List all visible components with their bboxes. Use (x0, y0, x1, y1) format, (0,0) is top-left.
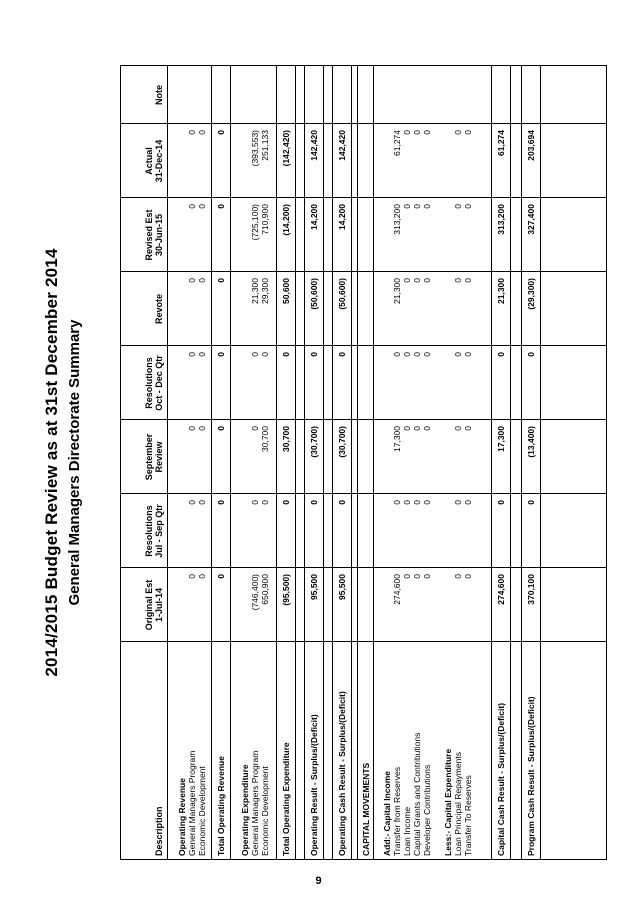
value-cell: 251,133 (260, 130, 270, 161)
row-loan-principal-repayments (453, 66, 463, 859)
total-value-cell: 14,200 (309, 204, 319, 230)
value-cell: 21,300 (250, 278, 260, 304)
row-operating-result (304, 66, 324, 859)
total-label: Operating Cash Result - Surplus/(Deficit) (337, 691, 347, 856)
total-value-cell: 21,300 (496, 278, 506, 304)
total-value-cell: 95,500 (337, 574, 347, 600)
section-divider (373, 66, 374, 859)
value-cell: 0 (187, 500, 197, 505)
row-label: Transfer from Reserves (392, 767, 402, 856)
value-cell: 0 (402, 130, 412, 135)
row-capital-cash-result (491, 66, 511, 859)
total-label: Operating Result - Surplus/(Deficit) (309, 714, 319, 856)
value-cell: 0 (187, 278, 197, 283)
value-cell: 0 (197, 204, 207, 209)
value-cell: 0 (422, 278, 432, 283)
page-title: 2014/2015 Budget Review as at 31st December 2014 (42, 248, 61, 677)
row-capital-grants (412, 66, 422, 859)
value-cell: 0 (402, 204, 412, 209)
total-value-cell: 203,694 (526, 130, 536, 161)
total-value-cell: 142,420 (337, 130, 347, 161)
value-cell: 0 (463, 204, 473, 209)
value-cell: 0 (463, 352, 473, 357)
value-cell: 0 (453, 574, 463, 579)
col-header-resolutions-oct-dec: Resolutions Oct - Dec Qtr (144, 355, 164, 411)
value-cell: 650,900 (260, 574, 270, 605)
value-cell: 0 (187, 574, 197, 579)
row-transfer-to-reserves (463, 66, 473, 859)
row-label: Economic Development (197, 766, 207, 856)
row-operating-cash-result (332, 66, 352, 859)
total-value-cell: 274,600 (496, 574, 506, 605)
total-value-cell: 0 (216, 574, 226, 579)
total-value-cell: 370,100 (526, 574, 536, 605)
section-operating-revenue-label: Operating Revenue (177, 778, 187, 856)
value-cell: 0 (453, 130, 463, 135)
total-value-cell: (142,420) (281, 130, 291, 167)
value-cell: 0 (453, 204, 463, 209)
value-cell: 0 (197, 278, 207, 283)
col-header-resolutions-jul-sep: Resolutions Jul - Sep Qtr (144, 504, 164, 558)
value-cell: 0 (422, 352, 432, 357)
title-block (32, 65, 120, 860)
value-cell: 0 (412, 130, 422, 135)
value-cell: 0 (463, 500, 473, 505)
value-cell: 0 (187, 204, 197, 209)
row-label: General Managers Program (250, 750, 260, 856)
value-cell: 0 (197, 130, 207, 135)
total-value-cell: 327,400 (526, 204, 536, 235)
row-label: Capital Grants and Contributions (412, 732, 422, 856)
total-value-cell: 0 (281, 500, 291, 505)
section-capital-movements (361, 66, 371, 859)
section-capital-income-label: Add:- Capital Income (382, 770, 392, 856)
budget-sheet (32, 65, 607, 860)
row-total-operating-revenue (211, 66, 231, 859)
col-header-revote: Revote (154, 294, 164, 325)
total-value-cell: 0 (216, 426, 226, 431)
total-value-cell: 0 (216, 204, 226, 209)
row-transfer-from-reserves (392, 66, 402, 859)
value-cell: 21,300 (392, 278, 402, 304)
value-cell: 0 (422, 204, 432, 209)
value-cell: 274,600 (392, 574, 402, 605)
total-value-cell: (30,700) (337, 426, 347, 458)
total-value-cell: 313,200 (496, 204, 506, 235)
row-label: General Managers Program (187, 750, 197, 856)
total-value-cell: 17,300 (496, 426, 506, 452)
value-cell: 0 (260, 352, 270, 357)
total-value-cell: (30,700) (309, 426, 319, 458)
value-cell: 0 (260, 500, 270, 505)
section-operating-revenue (177, 66, 187, 859)
section-capital-income (382, 66, 392, 859)
value-cell: 0 (422, 500, 432, 505)
value-cell: 0 (453, 278, 463, 283)
value-cell: 0 (402, 426, 412, 431)
total-value-cell: (29,300) (526, 278, 536, 310)
col-header-revised: Revised Est 30-Jun-15 (144, 209, 164, 261)
total-value-cell: 0 (526, 500, 536, 505)
total-value-cell: 0 (216, 352, 226, 357)
value-cell: 29,300 (260, 278, 270, 304)
total-value-cell: 61,274 (496, 130, 506, 156)
value-cell: 0 (392, 352, 402, 357)
row-operating-expenditure-economic-dev (260, 66, 270, 859)
row-label: Developer Contributions (422, 764, 432, 856)
value-cell: 710,900 (260, 204, 270, 235)
total-value-cell: 0 (216, 500, 226, 505)
total-value-cell: 0 (281, 352, 291, 357)
total-value-cell: 50,600 (281, 278, 291, 304)
value-cell: 0 (250, 426, 260, 431)
row-program-cash-result (521, 66, 541, 859)
value-cell: 0 (412, 426, 422, 431)
section-divider (357, 66, 358, 859)
total-label: Total Operating Revenue (216, 756, 226, 856)
budget-table (120, 65, 607, 860)
value-cell: 0 (402, 500, 412, 505)
value-cell: 0 (463, 426, 473, 431)
row-label: Economic Development (260, 766, 270, 856)
value-cell: 0 (463, 130, 473, 135)
value-cell: 0 (187, 352, 197, 357)
value-cell: 0 (453, 426, 463, 431)
section-capital-expenditure-label: Less:- Capital Expenditure (443, 748, 453, 856)
row-label: Loan Principal Repayments (453, 752, 463, 856)
page-number: 9 (315, 875, 322, 887)
total-value-cell: 0 (309, 352, 319, 357)
value-cell: 0 (197, 574, 207, 579)
value-cell: (725,100) (250, 204, 260, 241)
value-cell: 0 (412, 352, 422, 357)
value-cell: 0 (412, 574, 422, 579)
col-header-original: Original Est 1-Jul-14 (144, 579, 164, 631)
total-value-cell: 0 (496, 500, 506, 505)
value-cell: 0 (187, 426, 197, 431)
value-cell: 0 (422, 130, 432, 135)
total-value-cell: 0 (216, 130, 226, 135)
value-cell: 61,274 (392, 130, 402, 156)
total-value-cell: 0 (496, 352, 506, 357)
value-cell: 0 (250, 500, 260, 505)
value-cell: 0 (463, 278, 473, 283)
row-operating-revenue-economic-dev (197, 66, 207, 859)
row-developer-contributions (422, 66, 432, 859)
col-header-actual: Actual 31-Dec-14 (144, 139, 164, 183)
total-value-cell: 95,500 (309, 574, 319, 600)
section-capital-movements-label: CAPITAL MOVEMENTS (361, 762, 371, 856)
total-value-cell: 30,700 (281, 426, 291, 452)
total-value-cell: 0 (337, 352, 347, 357)
value-cell: 0 (402, 278, 412, 283)
header-row (121, 66, 168, 859)
value-cell: 0 (250, 352, 260, 357)
col-header-note: Note (154, 85, 164, 105)
value-cell: 0 (392, 500, 402, 505)
value-cell: 0 (463, 574, 473, 579)
value-cell: 17,300 (392, 426, 402, 452)
page-subtitle: General Managers Directorate Summary (66, 319, 83, 606)
total-value-cell: 14,200 (337, 204, 347, 230)
value-cell: 313,200 (392, 204, 402, 235)
value-cell: 0 (402, 352, 412, 357)
value-cell: 0 (422, 574, 432, 579)
total-value-cell: 0 (216, 278, 226, 283)
col-header-description: Description (154, 806, 164, 856)
row-label: Transfer To Reserves (463, 775, 473, 856)
total-label: Total Operating Expenditure (281, 742, 291, 856)
section-operating-expenditure-label: Operating Expenditure (240, 764, 250, 856)
value-cell: 0 (187, 130, 197, 135)
total-value-cell: (13,400) (526, 426, 536, 458)
total-value-cell: 0 (526, 352, 536, 357)
total-value-cell: (50,600) (309, 278, 319, 310)
total-value-cell: (50,600) (337, 278, 347, 310)
row-label: Loan Income (402, 806, 412, 856)
section-capital-expenditure (443, 66, 453, 859)
total-value-cell: 142,420 (309, 130, 319, 161)
total-value-cell: (95,500) (281, 574, 291, 606)
section-operating-expenditure (240, 66, 250, 859)
value-cell: 30,700 (260, 426, 270, 452)
value-cell: 0 (412, 204, 422, 209)
total-label: Program Cash Result - Surplus/(Deficit) (526, 696, 536, 856)
value-cell: 0 (453, 352, 463, 357)
value-cell: (393,553) (250, 130, 260, 167)
value-cell: (746,400) (250, 574, 260, 611)
value-cell: 0 (197, 500, 207, 505)
value-cell: 0 (402, 574, 412, 579)
value-cell: 0 (453, 500, 463, 505)
value-cell: 0 (412, 500, 422, 505)
total-label: Capital Cash Result - Surplus/(Deficit) (496, 702, 506, 856)
row-loan-income (402, 66, 412, 859)
row-total-operating-expenditure (276, 66, 296, 859)
value-cell: 0 (422, 426, 432, 431)
total-value-cell: 0 (337, 500, 347, 505)
total-value-cell: 0 (309, 500, 319, 505)
value-cell: 0 (197, 352, 207, 357)
value-cell: 0 (197, 426, 207, 431)
total-value-cell: (14,200) (281, 204, 291, 236)
value-cell: 0 (412, 278, 422, 283)
row-operating-revenue-gm-program (187, 66, 197, 859)
col-header-september-review: September Review (144, 433, 164, 481)
row-operating-expenditure-gm-program (250, 66, 260, 859)
